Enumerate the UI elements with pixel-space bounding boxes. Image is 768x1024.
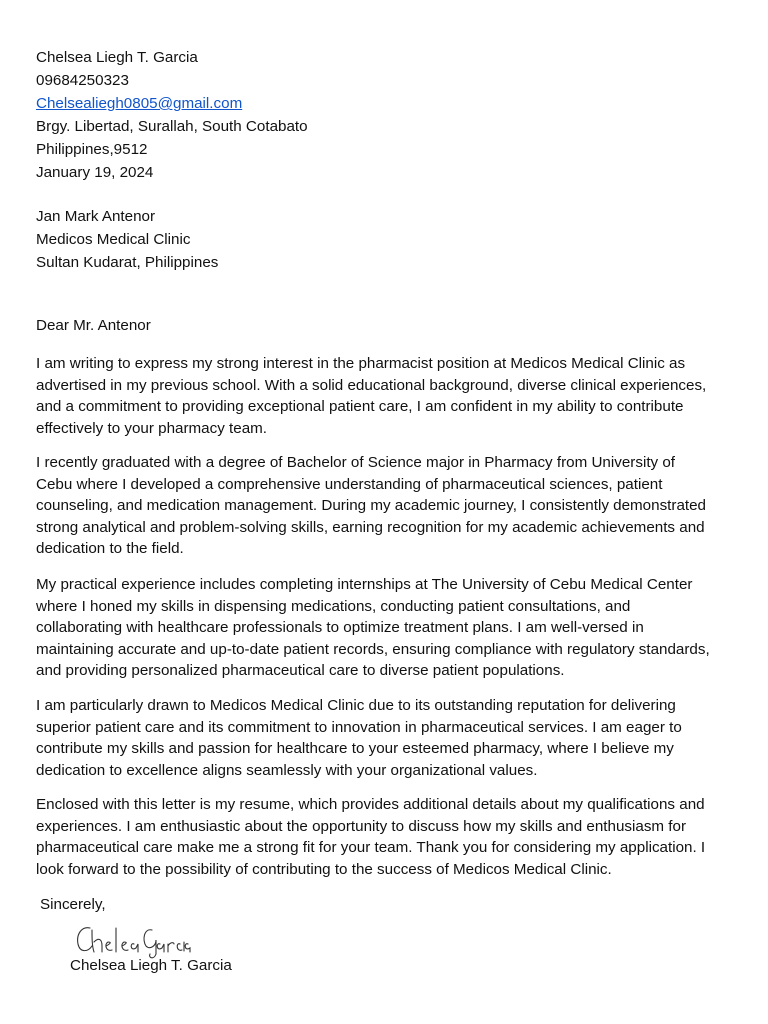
letter-date: January 19, 2024: [36, 164, 154, 181]
recipient-company: Medicos Medical Clinic: [36, 231, 191, 248]
handwritten-signature: [72, 920, 192, 960]
closing: Sincerely,: [40, 896, 106, 913]
paragraph-line: Cebu where I developed a comprehensive understanding of pharmaceutical sciences, patient: [36, 475, 663, 493]
paragraph-line: pharmaceutical care make me a strong fit for your team. Thank you for considering my application. I: [36, 839, 706, 856]
salutation: Dear Mr. Antenor: [36, 317, 151, 334]
paragraph-line: look forward to the possibility of contributing to the success of Medicos Medical Clinic.: [36, 860, 612, 878]
paragraph-line: contribute my skills and passion for healthcare to your esteemed pharmacy, where I believe my: [36, 740, 674, 757]
sender-email-link[interactable]: Chelsealiegh0805@gmail.com: [36, 95, 243, 112]
paragraph-line: superior patient care and its commitment to innovation in pharmaceutical services. I am eager to: [36, 718, 682, 736]
paragraph-5: [36, 794, 736, 880]
paragraph-4: [36, 695, 736, 781]
paragraph-line: I am particularly drawn to Medicos Medical Clinic due to its outstanding reputation for delivering: [36, 697, 676, 714]
paragraph-line: and a commitment to providing exceptional patient care, I am confident in my ability to contribute: [36, 398, 684, 415]
sender-phone: 09684250323: [36, 72, 129, 89]
recipient-name: Jan Mark Antenor: [36, 208, 156, 225]
paragraph-line: counseling, and medication management. During my academic journey, I consistently demonstrated: [36, 497, 707, 514]
paragraph-line: Enclosed with this letter is my resume, which provides additional details about my qualifications and: [36, 796, 705, 813]
signature-name: Chelsea Liegh T. Garcia: [70, 957, 232, 974]
recipient-location: Sultan Kudarat, Philippines: [36, 254, 219, 271]
paragraph-line: I recently graduated with a degree of Bachelor of Science major in Pharmacy from University of: [36, 454, 676, 471]
sender-name: Chelsea Liegh T. Garcia: [36, 49, 198, 66]
sender-block: [36, 46, 308, 184]
paragraph-2: [36, 452, 736, 560]
paragraph-line: maintaining accurate and up-to-date patient records, ensuring compliance with regulatory standards,: [36, 640, 710, 658]
paragraph-line: where I honed my skills in dispensing medications, conducting patient consultations, and: [36, 597, 631, 615]
paragraph-1: [36, 353, 736, 439]
paragraph-line: collaborating with healthcare professionals to optimize treatment plans. I am well-versed in: [36, 619, 644, 636]
paragraph-line: advertised in my previous school. With a solid educational background, diverse clinical experiences,: [36, 376, 707, 394]
paragraph-line: My practical experience includes completing internships at The University of Cebu Medical Center: [36, 576, 693, 593]
paragraph-line: strong analytical and problem-solving skills, earning recognition for my academic achievements and: [36, 518, 705, 536]
paragraph-line: dedication to the field.: [36, 540, 184, 557]
sender-address-line2: Philippines,9512: [36, 141, 148, 158]
sender-address-line1: Brgy. Libertad, Surallah, South Cotabato: [36, 118, 308, 135]
paragraph-line: effectively to your pharmacy team.: [36, 419, 268, 437]
paragraph-3: [36, 574, 736, 682]
paragraph-line: experiences. I am enthusiastic about the opportunity to discuss how my skills and enthusiasm for: [36, 817, 687, 835]
paragraph-line: dedication to excellence aligns seamlessly with your organizational values.: [36, 761, 538, 779]
recipient-block: [36, 205, 218, 274]
paragraph-line: and providing personalized pharmaceutical care to diverse patient populations.: [36, 662, 565, 679]
paragraph-line: I am writing to express my strong interest in the pharmacist position at Medicos Medical Clinic as: [36, 355, 686, 372]
